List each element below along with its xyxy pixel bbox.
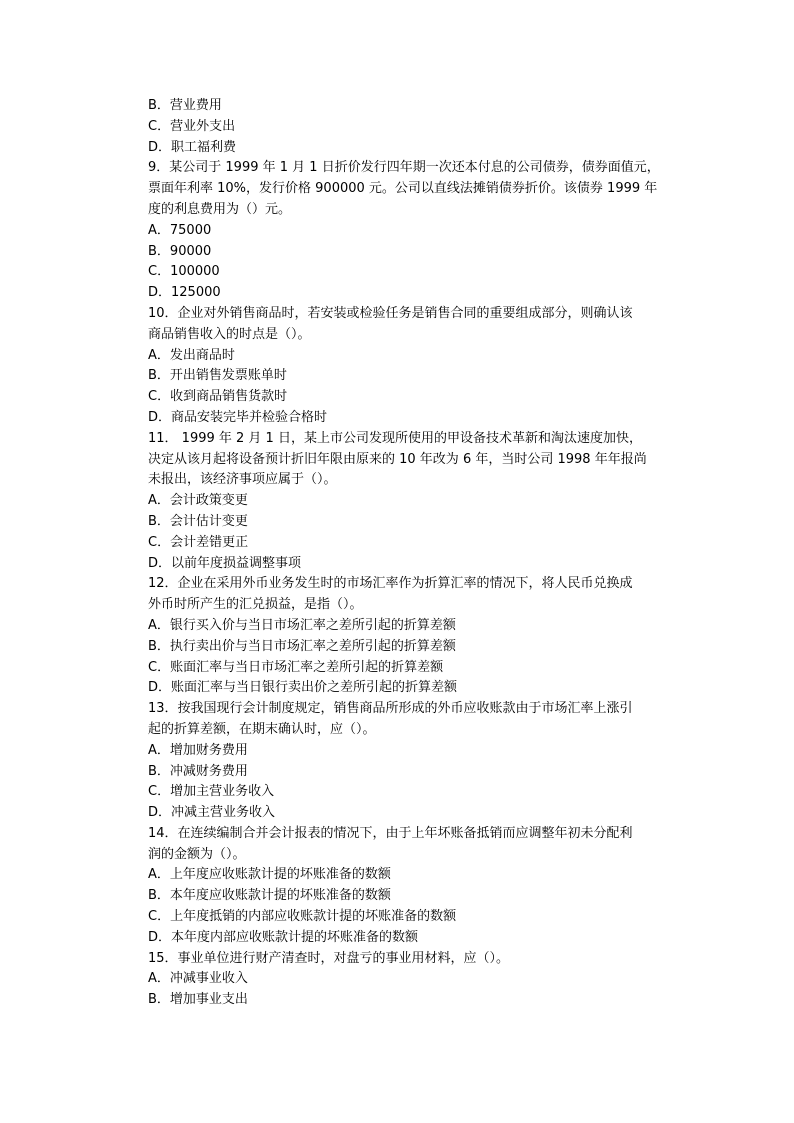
question-13-text <box>148 699 668 741</box>
question-text-line: 起的折算差额，在期末确认时，应（）。 <box>148 721 376 737</box>
option-c: C．100000 <box>148 264 220 280</box>
option-b: B．冲减财务费用 <box>148 763 248 779</box>
question-12-text <box>148 574 668 616</box>
question-13 <box>148 699 668 824</box>
option-a: A．会计政策变更 <box>148 493 248 509</box>
option-d: D．职工福利费 <box>148 139 237 155</box>
question-text-line: 13．按我国现行会计制度规定，销售商品所形成的外币应收账款由于市场汇率上涨引 <box>148 701 633 717</box>
option-a: A．银行买入价与当日市场汇率之差所引起的折算差额 <box>148 617 456 633</box>
option-d: D．账面汇率与当日银行卖出价之差所引起的折算差额 <box>148 680 458 696</box>
option-d: D．本年度内部应收账款计提的坏账准备的数额 <box>148 929 419 945</box>
option-a: A．上年度应收账款计提的坏账准备的数额 <box>148 867 391 883</box>
question-text-line: 票面年利率 10%，发行价格 900000 元。公司以直线法摊销债券折价。该债券 1999 年 <box>148 181 658 197</box>
question-9 <box>148 158 668 304</box>
question-text-line: 12．企业在采用外币业务发生时的市场汇率作为折算汇率的情况下，将人民币兑换成 <box>148 576 633 592</box>
question-10-text <box>148 304 668 346</box>
question-text-line: 外币时所产生的汇兑损益，是指（）。 <box>148 597 363 613</box>
question-15-text <box>148 949 668 970</box>
question-text-line: 未报出，该经济事项应属于（）。 <box>148 472 337 488</box>
question-15 <box>148 949 668 1011</box>
question-text-line: 10．企业对外销售商品时，若安装或检验任务是销售合同的重要组成部分，则确认该 <box>148 305 633 321</box>
option-b: B．营业费用 <box>148 98 222 113</box>
option-a: A．冲减事业收入 <box>148 971 248 987</box>
option-b: B．本年度应收账款计提的坏账准备的数额 <box>148 888 391 904</box>
option-a: A．增加财务费用 <box>148 742 248 758</box>
option-d: D．商品安装完毕并检验合格时 <box>148 409 328 425</box>
question-text-line: 度的利息费用为（）元。 <box>148 201 292 217</box>
question-12 <box>148 574 668 699</box>
option-b: B．增加事业支出 <box>148 992 248 1008</box>
question-text-line: 润的金额为（）。 <box>148 846 246 862</box>
option-c: C．收到商品销售货款时 <box>148 389 288 405</box>
option-b: B．执行卖出价与当日市场汇率之差所引起的折算差额 <box>148 638 456 654</box>
option-c: C．上年度抵销的内部应收账款计提的坏账准备的数额 <box>148 909 457 925</box>
question-11 <box>148 429 668 575</box>
question-9-text <box>148 158 668 220</box>
option-b: B．90000 <box>148 243 212 259</box>
question-10 <box>148 304 668 429</box>
option-d: D．以前年度损益调整事项 <box>148 555 302 571</box>
question-text-line: 15．事业单位进行财产清查时，对盘亏的事业用材料，应（）。 <box>148 950 510 966</box>
option-c: C．账面汇率与当日市场汇率之差所引起的折算差额 <box>148 659 444 675</box>
option-b: B．会计估计变更 <box>148 513 248 529</box>
previous-question-options <box>148 96 668 158</box>
question-14 <box>148 824 668 949</box>
option-a: A．发出商品时 <box>148 347 235 363</box>
question-text-line: 14．在连续编制合并会计报表的情况下，由于上年坏账备抵销而应调整年初未分配利 <box>148 825 633 841</box>
question-text-line: 11． 1999 年 2 月 1 日，某上市公司发现所使用的甲设备技术革新和淘汰速度加快， <box>148 430 642 446</box>
option-c: C．会计差错更正 <box>148 534 249 550</box>
question-text-line: 9．某公司于 1999 年 1 月 1 日折价发行四年期一次还本付息的公司债券，债券面值元， <box>148 160 660 176</box>
option-d: D．冲减主营业务收入 <box>148 805 276 821</box>
question-14-text <box>148 824 668 866</box>
question-text-line: 决定从该月起将设备预计折旧年限由原来的 10 年改为 6 年，当时公司 1998 年年报尚 <box>148 451 647 467</box>
option-b: B．开出销售发票账单时 <box>148 368 287 384</box>
option-a: A．75000 <box>148 222 212 238</box>
question-text-line: 商品销售收入的时点是（）。 <box>148 326 311 342</box>
option-c: C．营业外支出 <box>148 118 236 134</box>
option-c: C．增加主营业务收入 <box>148 784 275 800</box>
document-page <box>148 96 668 1011</box>
question-11-text <box>148 429 668 491</box>
option-d: D．125000 <box>148 285 221 301</box>
